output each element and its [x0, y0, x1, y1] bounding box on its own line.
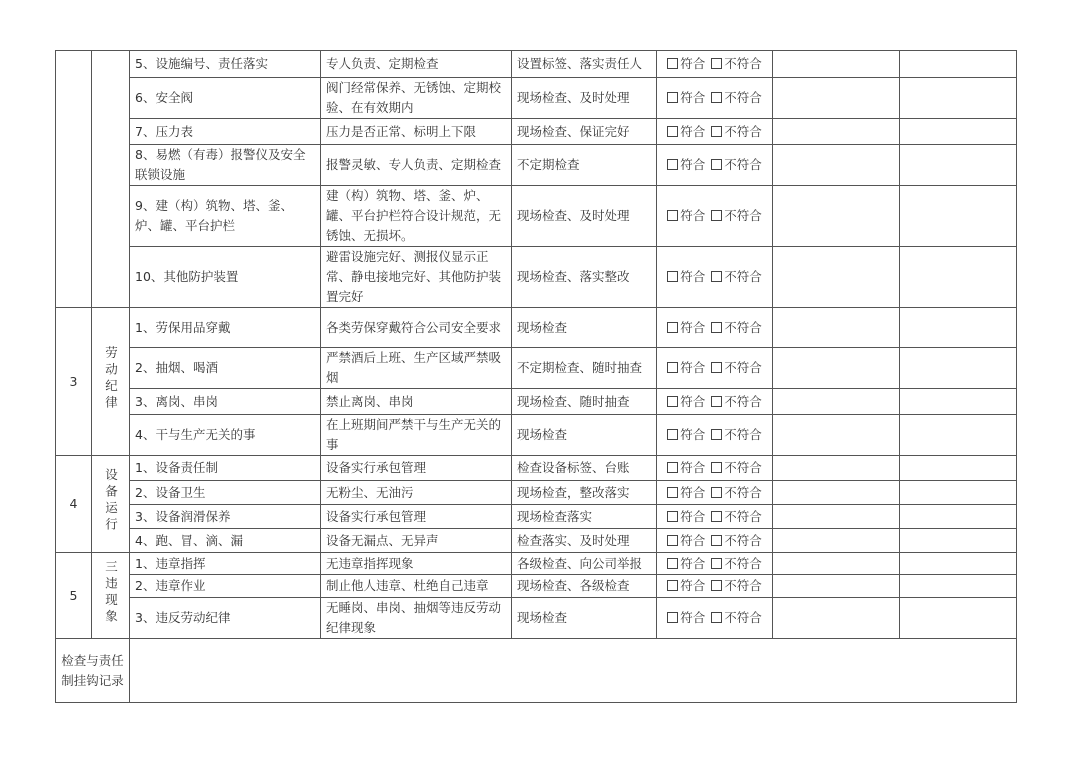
result-option[interactable] [667, 157, 705, 172]
signature-cell[interactable] [900, 505, 1017, 529]
not-comply-label: 不符合 [724, 360, 762, 375]
not-comply-label: 不符合 [724, 427, 762, 442]
comply-label: 符合 [680, 157, 706, 172]
signature-cell[interactable] [900, 51, 1017, 78]
standard-cell: 专人负责、定期检查 [321, 51, 512, 78]
not-comply-checkbox[interactable] [711, 612, 722, 623]
comply-label: 符合 [680, 555, 706, 571]
comply-checkbox[interactable] [667, 558, 678, 569]
signature-cell[interactable] [900, 553, 1017, 575]
standard-cell: 各类劳保穿戴符合公司安全要求 [321, 308, 512, 348]
notes-cell[interactable] [773, 505, 900, 529]
not-comply-checkbox[interactable] [711, 511, 722, 522]
standard-cell: 在上班期间严禁干与生产无关的事 [321, 415, 512, 456]
comply-label: 符合 [680, 360, 706, 375]
item-cell: 7、压力表 [130, 119, 321, 145]
method-cell: 设置标签、落实责任人 [512, 51, 657, 78]
signature-cell[interactable] [900, 415, 1017, 456]
result-cell [657, 456, 773, 481]
comply-checkbox[interactable] [667, 462, 678, 473]
standard-cell: 严禁酒后上班、生产区域严禁吸烟 [321, 348, 512, 389]
result-cell [657, 247, 773, 308]
notes-cell[interactable] [773, 51, 900, 78]
group-index: 3 [69, 373, 78, 389]
group-index-cell [56, 51, 92, 308]
result-cell [657, 348, 773, 389]
comply-checkbox[interactable] [667, 535, 678, 546]
group-index: 4 [69, 496, 78, 511]
footer-row [56, 639, 1017, 703]
comply-label: 符合 [680, 269, 706, 284]
result-option[interactable] [667, 56, 705, 71]
comply-label: 符合 [680, 508, 706, 524]
signature-cell[interactable] [900, 389, 1017, 415]
not-comply-checkbox[interactable] [711, 58, 722, 69]
result-option[interactable] [711, 56, 762, 71]
item-cell: 2、设备卫生 [130, 481, 321, 505]
comply-label: 符合 [680, 427, 706, 442]
not-comply-label: 不符合 [724, 578, 762, 593]
group-category: 劳动纪律 [103, 345, 119, 412]
table-row [56, 145, 1017, 186]
signature-cell[interactable] [900, 308, 1017, 348]
item-cell: 9、建（构）筑物、塔、釜、炉、罐、平台护栏 [130, 186, 321, 247]
table-row [56, 505, 1017, 529]
not-comply-label: 不符合 [724, 508, 762, 524]
signature-cell[interactable] [900, 78, 1017, 119]
result-cell [657, 78, 773, 119]
not-comply-checkbox[interactable] [711, 92, 722, 103]
result-option[interactable] [711, 533, 762, 548]
result-option[interactable] [711, 485, 762, 500]
method-cell: 检查设备标签、台账 [512, 456, 657, 481]
group-index-cell [56, 553, 92, 639]
method-cell: 各级检查、向公司举报 [512, 553, 657, 575]
result-option[interactable] [667, 578, 705, 593]
item-cell: 3、离岗、串岗 [130, 389, 321, 415]
comply-checkbox[interactable] [667, 612, 678, 623]
comply-label: 符合 [680, 56, 706, 71]
not-comply-checkbox[interactable] [711, 362, 722, 373]
comply-checkbox[interactable] [667, 429, 678, 440]
standard-cell: 设备实行承包管理 [321, 456, 512, 481]
comply-checkbox[interactable] [667, 322, 678, 333]
comply-label: 符合 [680, 90, 706, 105]
notes-cell[interactable] [773, 575, 900, 598]
result-option[interactable] [667, 90, 705, 105]
footer-label: 检查与责任制挂钩记录 [61, 652, 124, 688]
result-cell [657, 529, 773, 553]
standard-cell: 制止他人违章、杜绝自己违章 [321, 575, 512, 598]
result-option[interactable] [711, 157, 762, 172]
not-comply-label: 不符合 [724, 610, 762, 625]
comply-checkbox[interactable] [667, 396, 678, 407]
result-option[interactable] [711, 360, 762, 375]
notes-cell[interactable] [773, 598, 900, 639]
result-option[interactable] [711, 427, 762, 442]
item-cell: 5、设施编号、责任落实 [130, 51, 321, 78]
result-option[interactable] [667, 394, 705, 409]
comply-label: 符合 [680, 123, 706, 139]
not-comply-checkbox[interactable] [711, 210, 722, 221]
result-option[interactable] [667, 509, 705, 524]
comply-checkbox[interactable] [667, 487, 678, 498]
result-option[interactable] [667, 208, 705, 223]
result-option[interactable] [667, 360, 705, 375]
not-comply-label: 不符合 [724, 460, 762, 475]
standard-cell: 无违章指挥现象 [321, 553, 512, 575]
method-cell: 现场检查 [512, 598, 657, 639]
result-cell [657, 481, 773, 505]
table-row [56, 186, 1017, 247]
standard-cell: 无睡岗、串岗、抽烟等违反劳动纪律现象 [321, 598, 512, 639]
result-cell [657, 575, 773, 598]
notes-cell[interactable] [773, 481, 900, 505]
notes-cell[interactable] [773, 389, 900, 415]
not-comply-checkbox[interactable] [711, 271, 722, 282]
table-row [56, 119, 1017, 145]
comply-checkbox[interactable] [667, 580, 678, 591]
comply-label: 符合 [680, 319, 706, 335]
not-comply-label: 不符合 [724, 56, 762, 71]
method-cell: 现场检查、及时处理 [512, 186, 657, 247]
not-comply-checkbox[interactable] [711, 535, 722, 546]
notes-cell[interactable] [773, 348, 900, 389]
not-comply-checkbox[interactable] [711, 396, 722, 407]
method-cell: 检查落实、及时处理 [512, 529, 657, 553]
standard-cell: 禁止离岗、串岗 [321, 389, 512, 415]
not-comply-label: 不符合 [724, 157, 762, 172]
table-row [56, 348, 1017, 389]
comply-checkbox[interactable] [667, 362, 678, 373]
signature-cell[interactable] [900, 145, 1017, 186]
comply-label: 符合 [680, 578, 706, 593]
item-cell: 1、设备责任制 [130, 456, 321, 481]
item-cell: 4、干与生产无关的事 [130, 415, 321, 456]
comply-checkbox[interactable] [667, 58, 678, 69]
footer-record-field[interactable] [130, 639, 1017, 703]
method-cell: 现场检查落实 [512, 505, 657, 529]
table-row [56, 51, 1017, 78]
not-comply-label: 不符合 [724, 555, 762, 571]
signature-cell[interactable] [900, 575, 1017, 598]
result-cell [657, 389, 773, 415]
item-cell: 3、违反劳动纪律 [130, 598, 321, 639]
notes-cell[interactable] [773, 415, 900, 456]
not-comply-checkbox[interactable] [711, 429, 722, 440]
signature-cell[interactable] [900, 456, 1017, 481]
notes-cell[interactable] [773, 247, 900, 308]
standard-cell: 建（构）筑物、塔、釜、炉、罐、平台护栏符合设计规范，无锈蚀、无损坏。 [321, 186, 512, 247]
item-cell: 1、劳保用品穿戴 [130, 308, 321, 348]
not-comply-checkbox[interactable] [711, 558, 722, 569]
notes-cell[interactable] [773, 145, 900, 186]
signature-cell[interactable] [900, 529, 1017, 553]
comply-label: 符合 [680, 532, 706, 548]
item-cell: 2、抽烟、喝酒 [130, 348, 321, 389]
notes-cell[interactable] [773, 553, 900, 575]
item-cell: 10、其他防护装置 [130, 247, 321, 308]
result-option[interactable] [711, 320, 762, 335]
group-category-cell [92, 51, 130, 308]
method-cell: 不定期检查 [512, 145, 657, 186]
table-row [56, 247, 1017, 308]
notes-cell[interactable] [773, 308, 900, 348]
result-option[interactable] [711, 460, 762, 475]
comply-checkbox[interactable] [667, 159, 678, 170]
item-cell: 2、违章作业 [130, 575, 321, 598]
notes-cell[interactable] [773, 119, 900, 145]
group-index-cell [56, 308, 92, 456]
not-comply-label: 不符合 [724, 532, 762, 548]
result-option[interactable] [667, 320, 705, 335]
comply-checkbox[interactable] [667, 511, 678, 522]
not-comply-checkbox[interactable] [711, 322, 722, 333]
table-row [56, 575, 1017, 598]
group-category-cell [92, 553, 130, 639]
group-category: 三违现象 [103, 559, 119, 626]
comply-label: 符合 [680, 460, 706, 475]
not-comply-checkbox[interactable] [711, 580, 722, 591]
not-comply-label: 不符合 [724, 269, 762, 284]
comply-checkbox[interactable] [667, 126, 678, 137]
comply-checkbox[interactable] [667, 271, 678, 282]
item-cell: 8、易燃（有毒）报警仪及安全联锁设施 [130, 145, 321, 186]
signature-cell[interactable] [900, 348, 1017, 389]
result-cell [657, 186, 773, 247]
result-cell [657, 553, 773, 575]
table-row [56, 389, 1017, 415]
method-cell: 不定期检查、随时抽查 [512, 348, 657, 389]
not-comply-label: 不符合 [724, 393, 762, 409]
signature-cell[interactable] [900, 119, 1017, 145]
table-row [56, 598, 1017, 639]
result-cell [657, 598, 773, 639]
result-option[interactable] [711, 578, 762, 593]
standard-cell: 无粉尘、无油污 [321, 481, 512, 505]
method-cell: 现场检查 [512, 415, 657, 456]
result-cell [657, 308, 773, 348]
result-cell [657, 145, 773, 186]
group-category-cell [92, 456, 130, 553]
standard-cell: 压力是否正常、标明上下限 [321, 119, 512, 145]
method-cell: 现场检查、随时抽查 [512, 389, 657, 415]
standard-cell: 报警灵敏、专人负责、定期检查 [321, 145, 512, 186]
method-cell: 现场检查、及时处理 [512, 78, 657, 119]
item-cell: 3、设备润滑保养 [130, 505, 321, 529]
standard-cell: 设备实行承包管理 [321, 505, 512, 529]
table-row [56, 78, 1017, 119]
table-row [56, 415, 1017, 456]
comply-label: 符合 [680, 610, 706, 625]
result-option[interactable] [711, 509, 762, 524]
result-cell [657, 505, 773, 529]
footer-label-cell [56, 639, 130, 703]
group-category: 设备运行 [103, 468, 119, 534]
result-option[interactable] [667, 460, 705, 475]
comply-checkbox[interactable] [667, 210, 678, 221]
signature-cell[interactable] [900, 247, 1017, 308]
not-comply-label: 不符合 [724, 484, 762, 500]
result-cell [657, 415, 773, 456]
signature-cell[interactable] [900, 186, 1017, 247]
method-cell: 现场检查、落实整改 [512, 247, 657, 308]
not-comply-label: 不符合 [724, 208, 762, 223]
result-option[interactable] [711, 124, 762, 139]
not-comply-label: 不符合 [724, 90, 762, 105]
result-option[interactable] [711, 90, 762, 105]
method-cell: 现场检查 [512, 308, 657, 348]
notes-cell[interactable] [773, 529, 900, 553]
method-cell: 现场检查、各级检查 [512, 575, 657, 598]
group-category-cell [92, 308, 130, 456]
not-comply-checkbox[interactable] [711, 487, 722, 498]
table-row [56, 456, 1017, 481]
result-option[interactable] [711, 394, 762, 409]
inspection-checklist-table [55, 50, 1017, 703]
table-row [56, 553, 1017, 575]
item-cell: 4、跑、冒、滴、漏 [130, 529, 321, 553]
result-option[interactable] [711, 556, 762, 571]
comply-label: 符合 [680, 393, 706, 409]
signature-cell[interactable] [900, 481, 1017, 505]
method-cell: 现场检查，整改落实 [512, 481, 657, 505]
group-index-cell [56, 456, 92, 553]
comply-checkbox[interactable] [667, 92, 678, 103]
group-index: 5 [69, 587, 78, 603]
table-row [56, 308, 1017, 348]
item-cell: 1、违章指挥 [130, 553, 321, 575]
notes-cell[interactable] [773, 456, 900, 481]
result-option[interactable] [667, 427, 705, 442]
not-comply-label: 不符合 [724, 123, 762, 139]
not-comply-checkbox[interactable] [711, 462, 722, 473]
not-comply-checkbox[interactable] [711, 126, 722, 137]
notes-cell[interactable] [773, 78, 900, 119]
result-option[interactable] [711, 269, 762, 284]
result-option[interactable] [667, 610, 705, 625]
result-option[interactable] [667, 124, 705, 139]
result-option[interactable] [667, 556, 705, 571]
table-row [56, 481, 1017, 505]
comply-label: 符合 [680, 208, 706, 223]
result-option[interactable] [667, 269, 705, 284]
standard-cell: 设备无漏点、无异声 [321, 529, 512, 553]
item-cell: 6、安全阀 [130, 78, 321, 119]
not-comply-checkbox[interactable] [711, 159, 722, 170]
method-cell: 现场检查、保证完好 [512, 119, 657, 145]
standard-cell: 阀门经常保养、无锈蚀、定期校验、在有效期内 [321, 78, 512, 119]
notes-cell[interactable] [773, 186, 900, 247]
result-option[interactable] [711, 610, 762, 625]
standard-cell: 避雷设施完好、测报仪显示正常、静电接地完好、其他防护装置完好 [321, 247, 512, 308]
not-comply-label: 不符合 [724, 319, 762, 335]
result-cell [657, 119, 773, 145]
result-option[interactable] [667, 533, 705, 548]
signature-cell[interactable] [900, 598, 1017, 639]
result-option[interactable] [667, 485, 705, 500]
comply-label: 符合 [680, 484, 706, 500]
result-cell [657, 51, 773, 78]
result-option[interactable] [711, 208, 762, 223]
table-row [56, 529, 1017, 553]
